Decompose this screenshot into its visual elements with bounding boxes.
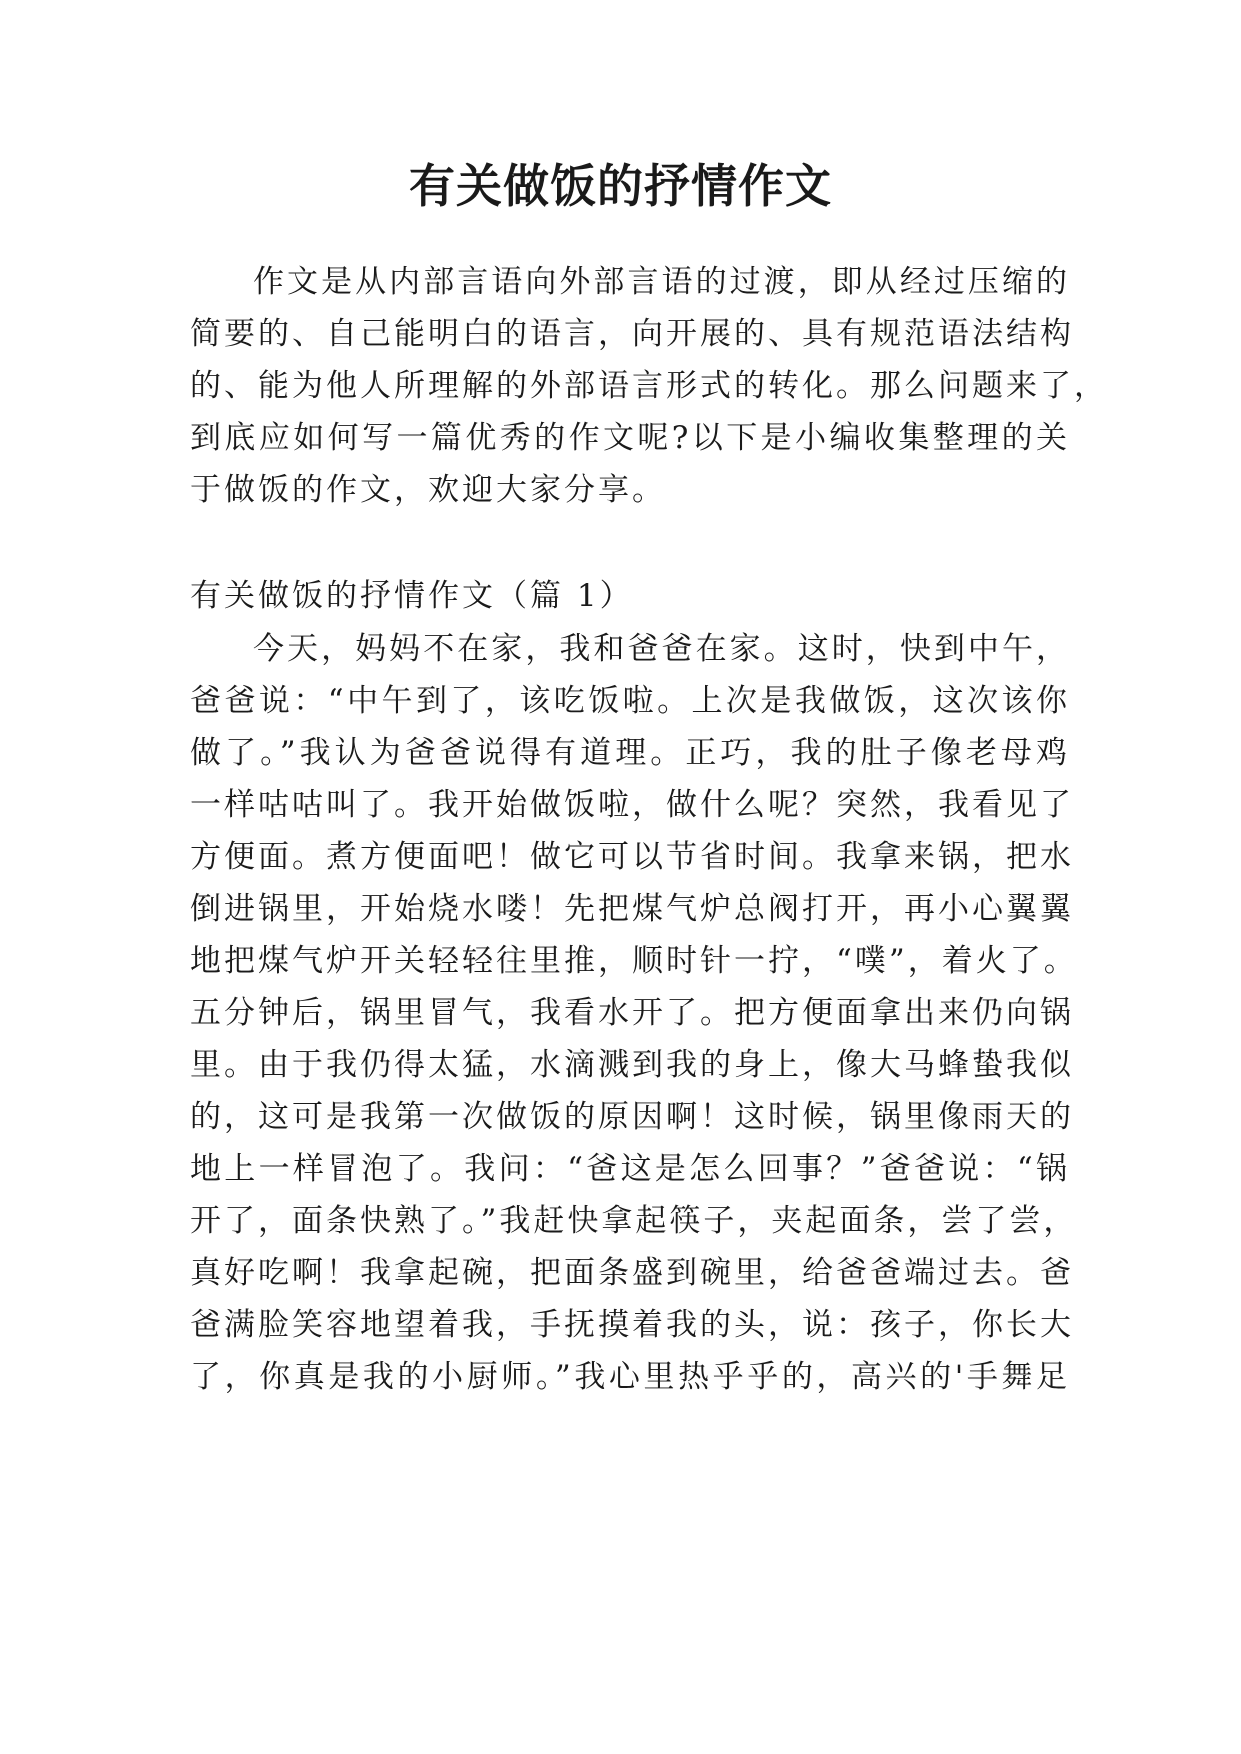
intro-line: 简要的、自己能明白的语言，向开展的、具有规范语法结构 — [190, 316, 1074, 352]
essay-line: 一样咕咕叫了。我开始做饭啦，做什么呢？突然，我看见了 — [190, 787, 1074, 823]
essay-line: 地上一样冒泡了。我问：“爸这是怎么回事？”爸爸说：“锅 — [190, 1151, 1070, 1187]
essay-line: 真好吃啊！我拿起碗，把面条盛到碗里，给爸爸端过去。爸 — [190, 1255, 1074, 1291]
intro-line: 的、能为他人所理解的外部语言形式的转化。那么问题来了， — [190, 368, 1108, 404]
essay-line: 今天，妈妈不在家，我和爸爸在家。这时，快到中午， — [253, 631, 1070, 667]
essay-line: 爸满脸笑容地望着我，手抚摸着我的头，说：孩子，你长大 — [190, 1307, 1074, 1343]
essay-line: 地把煤气炉开关轻轻往里推，顺时针一拧，“噗”，着火了。 — [190, 943, 1078, 979]
essay-line: 做了。”我认为爸爸说得有道理。正巧，我的肚子像老母鸡 — [190, 735, 1070, 771]
essay-line: 了，你真是我的小厨师。”我心里热乎乎的，高兴的'手舞足 — [190, 1359, 1070, 1395]
essay-line: 里。由于我仍得太猛，水滴溅到我的身上，像大马蜂蛰我似 — [190, 1047, 1074, 1083]
essay-line: 五分钟后，锅里冒气，我看水开了。把方便面拿出来仍向锅 — [190, 995, 1074, 1031]
intro-line: 作文是从内部言语向外部言语的过渡，即从经过压缩的 — [253, 264, 1070, 300]
essay-line: 的，这可是我第一次做饭的原因啊！这时候，锅里像雨天的 — [190, 1099, 1074, 1135]
essay-line: 方便面。煮方便面吧！做它可以节省时间。我拿来锅，把水 — [190, 839, 1074, 875]
document-title: 有关做饭的抒情作文 — [409, 159, 832, 213]
intro-line: 于做饭的作文，欢迎大家分享。 — [190, 472, 666, 508]
section-heading: 有关做饭的抒情作文（篇 1） — [190, 578, 634, 614]
essay-line: 爸爸说：“中午到了，该吃饭啦。上次是我做饭，这次该你 — [190, 683, 1070, 719]
essay-line: 开了，面条快熟了。”我赶快拿起筷子，夹起面条，尝了尝， — [190, 1203, 1078, 1239]
essay-line: 倒进锅里，开始烧水喽！先把煤气炉总阀打开，再小心翼翼 — [190, 891, 1074, 927]
intro-line: 到底应如何写一篇优秀的作文呢?以下是小编收集整理的关 — [190, 420, 1070, 456]
